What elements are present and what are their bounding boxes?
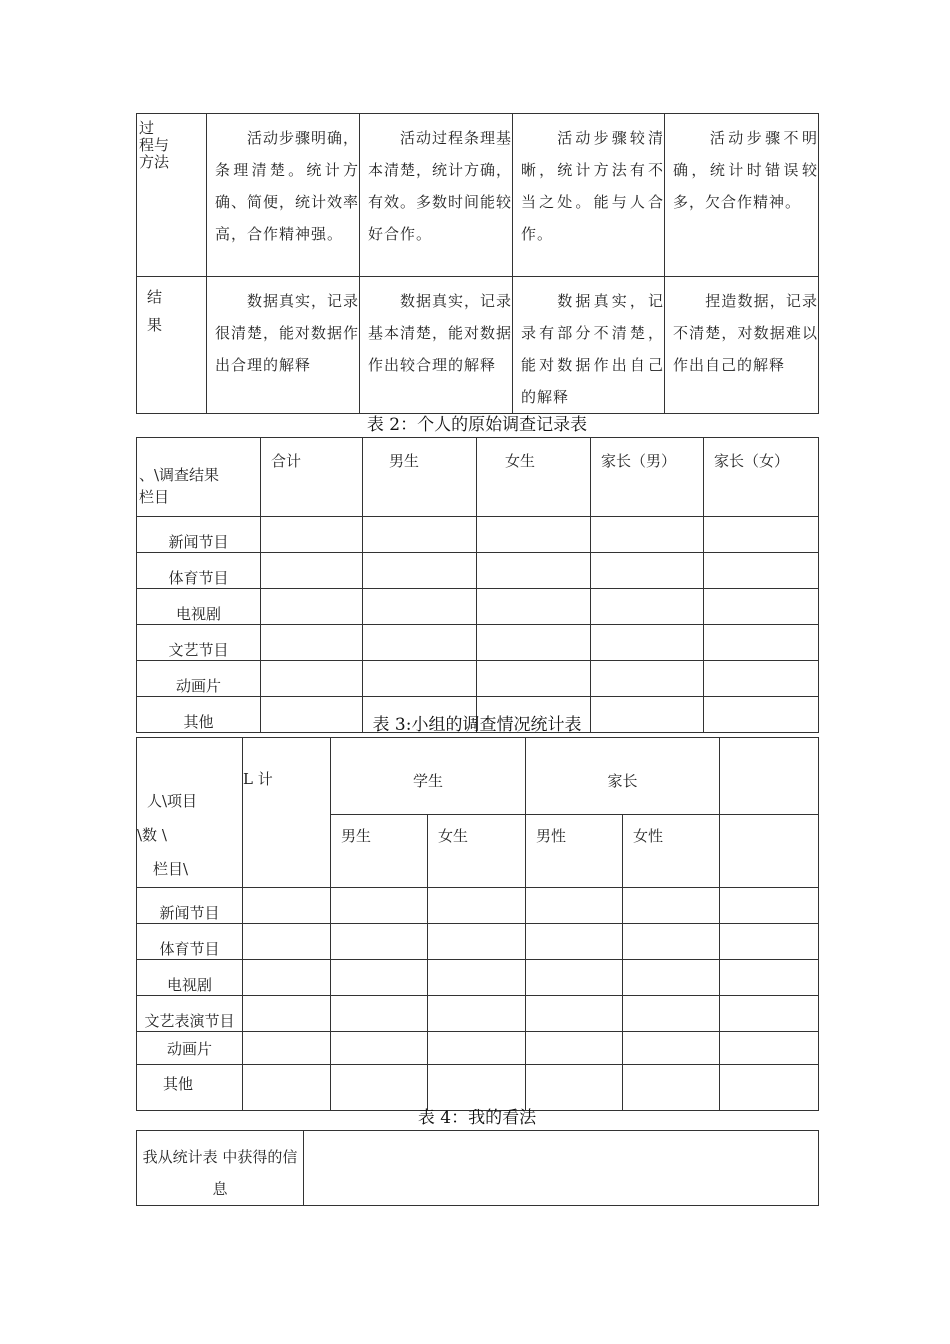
table-row <box>137 517 819 553</box>
input-cell[interactable] <box>704 553 819 589</box>
input-cell[interactable] <box>331 1032 428 1065</box>
input-cell[interactable] <box>243 1032 331 1065</box>
opinion-input[interactable] <box>304 1131 819 1206</box>
row-label: 其他 <box>137 697 261 733</box>
input-cell[interactable] <box>428 960 526 996</box>
sub-header: 女性 <box>623 815 720 888</box>
input-cell[interactable] <box>623 924 720 960</box>
input-cell[interactable] <box>477 517 591 553</box>
table-row <box>137 960 819 996</box>
input-cell[interactable] <box>243 888 331 924</box>
row-label: 动画片 <box>137 661 261 697</box>
individual-record-table <box>136 437 819 733</box>
row-label: 体育节目 <box>137 924 243 960</box>
input-cell[interactable] <box>477 589 591 625</box>
col-header: 女生 <box>477 438 591 517</box>
row-label: 新闻节目 <box>137 517 261 553</box>
input-cell[interactable] <box>704 661 819 697</box>
input-cell[interactable] <box>623 1032 720 1065</box>
input-cell[interactable] <box>591 553 704 589</box>
input-cell[interactable] <box>331 924 428 960</box>
input-cell[interactable] <box>363 517 477 553</box>
table-row <box>137 589 819 625</box>
caption-table2: 表 2：个人的原始调查记录表 <box>366 415 588 435</box>
row-label: 文艺表演节目 <box>137 996 243 1032</box>
col-header: 家长（男） <box>591 438 704 517</box>
eval-cell: 捏造数据，记录不清楚，对数据难以作出自己的解释 <box>665 277 819 414</box>
input-cell[interactable] <box>526 960 623 996</box>
opinion-label: 我从统计表 中获得的信息 <box>137 1131 304 1206</box>
col-header: 合计 <box>261 438 363 517</box>
input-cell[interactable] <box>720 996 819 1032</box>
input-cell[interactable] <box>591 625 704 661</box>
table-row <box>137 888 819 924</box>
input-cell[interactable] <box>704 517 819 553</box>
empty-header <box>720 815 819 888</box>
input-cell[interactable] <box>591 661 704 697</box>
input-cell[interactable] <box>363 661 477 697</box>
input-cell[interactable] <box>243 960 331 996</box>
input-cell[interactable] <box>720 960 819 996</box>
eval-cell: 活动步骤明确，条理清楚。统计方确、简便，统计效率高，合作精神强。 <box>207 114 360 277</box>
input-cell[interactable] <box>261 661 363 697</box>
sub-header: 男生 <box>331 815 428 888</box>
input-cell[interactable] <box>477 661 591 697</box>
input-cell[interactable] <box>428 924 526 960</box>
group-header-student: 学生 <box>331 738 526 815</box>
input-cell[interactable] <box>243 996 331 1032</box>
table-row <box>137 924 819 960</box>
corner-header: 、\调查结果 栏目 <box>137 438 261 517</box>
input-cell[interactable] <box>331 888 428 924</box>
eval-cell: 数据真实，记录有部分不清楚，能对数据作出自己的解释 <box>513 277 665 414</box>
row-label: 文艺节目 <box>137 625 261 661</box>
table-row <box>137 1032 819 1065</box>
col-header: 男生 <box>363 438 477 517</box>
input-cell[interactable] <box>363 553 477 589</box>
eval-cell: 活动步骤较清晰，统计方法有不当之处。能与人合作。 <box>513 114 665 277</box>
input-cell[interactable] <box>526 996 623 1032</box>
evaluation-table <box>136 113 819 414</box>
input-cell[interactable] <box>428 1032 526 1065</box>
empty-header <box>720 738 819 815</box>
group-statistics-table <box>136 737 819 1111</box>
row-label: 新闻节目 <box>137 888 243 924</box>
table-row <box>137 625 819 661</box>
input-cell[interactable] <box>477 625 591 661</box>
row-label: 电视剧 <box>137 589 261 625</box>
input-cell[interactable] <box>363 625 477 661</box>
row-label: 体育节目 <box>137 553 261 589</box>
my-opinion-table <box>136 1130 819 1206</box>
row-label: 动画片 <box>137 1032 243 1065</box>
eval-cell: 数据真实，记录基本清楚，能对数据作出较合理的解释 <box>360 277 513 414</box>
input-cell[interactable] <box>331 960 428 996</box>
input-cell[interactable] <box>720 924 819 960</box>
input-cell[interactable] <box>623 960 720 996</box>
row-label-process: 过 程与 方法 <box>137 114 207 277</box>
input-cell[interactable] <box>623 996 720 1032</box>
caption-table4: 表 4：我的看法 <box>417 1108 537 1128</box>
table-row <box>137 661 819 697</box>
input-cell[interactable] <box>526 924 623 960</box>
input-cell[interactable] <box>720 1032 819 1065</box>
input-cell[interactable] <box>261 589 363 625</box>
input-cell[interactable] <box>243 924 331 960</box>
input-cell[interactable] <box>428 888 526 924</box>
input-cell[interactable] <box>261 517 363 553</box>
table-row <box>137 553 819 589</box>
sub-header: 女生 <box>428 815 526 888</box>
input-cell[interactable] <box>704 625 819 661</box>
corner-header: 人\项目 \数 \ 栏目\ <box>137 738 243 888</box>
input-cell[interactable] <box>623 888 720 924</box>
col-header: 家长（女） <box>704 438 819 517</box>
eval-cell: 活动过程条理基本清楚，统计方确，有效。多数时间能较好合作。 <box>360 114 513 277</box>
input-cell[interactable] <box>591 517 704 553</box>
total-header: L 计 <box>243 738 331 888</box>
input-cell[interactable] <box>261 553 363 589</box>
input-cell[interactable] <box>261 625 363 661</box>
input-cell[interactable] <box>428 996 526 1032</box>
table-row <box>137 996 819 1032</box>
eval-cell: 活动步骤不明确，统计时错误较多，欠合作精神。 <box>665 114 819 277</box>
input-cell[interactable] <box>720 888 819 924</box>
caption-table3: 表 3:小组的调查情况统计表 <box>372 715 582 735</box>
group-header-parent: 家长 <box>526 738 720 815</box>
eval-cell: 数据真实，记录很清楚，能对数据作出合理的解释 <box>207 277 360 414</box>
row-label-result: 结 果 <box>137 277 207 414</box>
input-cell[interactable] <box>526 888 623 924</box>
input-cell[interactable] <box>331 996 428 1032</box>
row-label: 其他 <box>137 1065 243 1111</box>
input-cell[interactable] <box>477 553 591 589</box>
input-cell[interactable] <box>363 589 477 625</box>
input-cell[interactable] <box>704 589 819 625</box>
input-cell[interactable] <box>526 1032 623 1065</box>
input-cell[interactable] <box>591 589 704 625</box>
sub-header: 男性 <box>526 815 623 888</box>
row-label: 电视剧 <box>137 960 243 996</box>
